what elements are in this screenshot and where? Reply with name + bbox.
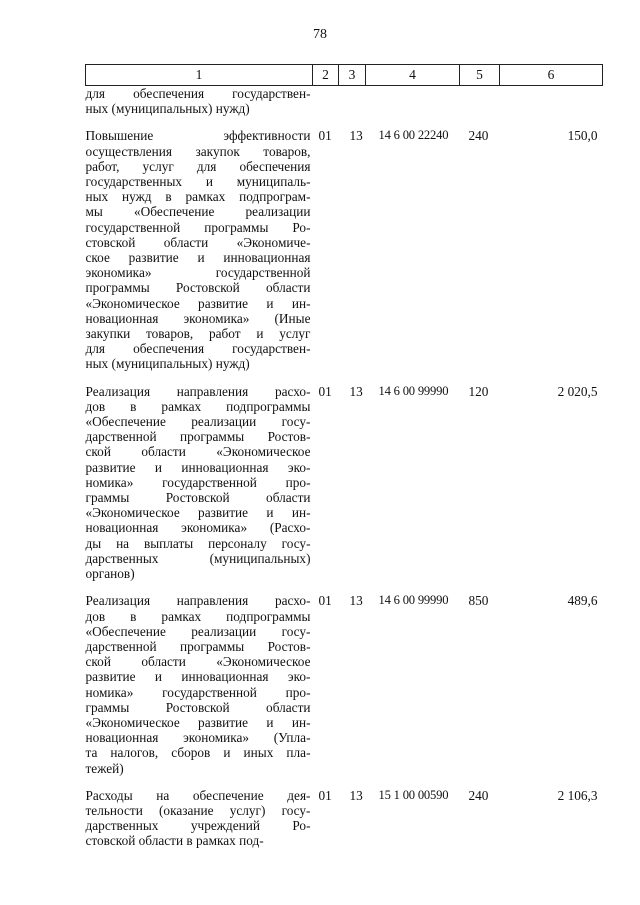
description-line: закупки товаров, работ и услуг: [85, 326, 311, 342]
description-line: Повышение эффективности: [85, 128, 311, 144]
description-line: органов): [85, 566, 135, 582]
description-line: развитие и инновационная эко-: [85, 459, 311, 475]
table-row: [86, 86, 603, 117]
description-line: «Обеспечение реализации госу-: [85, 623, 311, 639]
row-subsection-code: 13: [349, 787, 363, 803]
row-subsection-code: 13: [349, 383, 363, 399]
description-line: государственных и муниципаль-: [85, 174, 311, 190]
header-col-1: 1: [86, 65, 313, 86]
table-header: [86, 65, 603, 86]
description-line: ных нужд в рамках подпрограм-: [85, 189, 311, 205]
description-line: ской области «Экономическое: [85, 654, 311, 670]
description-line: дарственной программы Ростов-: [85, 638, 311, 654]
row-section-code: 01: [318, 383, 332, 399]
description-line: дарственных учреждений Ро-: [85, 818, 311, 834]
page-number: 78: [313, 27, 327, 42]
description-line: работ, услуг для обеспечения: [85, 158, 311, 174]
header-col-4: 4: [366, 65, 460, 86]
description-line: ных (муниципальных) нужд): [85, 356, 250, 372]
description-line: для обеспечения государствен-: [85, 86, 311, 101]
row-subsection-code: 13: [349, 593, 363, 609]
description-line: мы «Обеспечение реализации: [85, 204, 311, 220]
description-line: «Экономическое развитие и ин-: [85, 295, 311, 311]
header-col-5: 5: [460, 65, 500, 86]
description-line: развитие и инновационная эко-: [85, 669, 311, 685]
header-col-3: 3: [339, 65, 366, 86]
row-section-code: [313, 86, 339, 117]
row-description: [86, 581, 313, 775]
row-amount: 489,6: [567, 593, 598, 609]
description-line: новационная экономика» (Иные: [85, 310, 311, 326]
row-amount: 2 106,3: [557, 787, 598, 803]
description-line: тежей): [85, 760, 124, 776]
row-target-article: 14 6 00 99990: [378, 593, 449, 608]
description-line: экономика» государственной: [85, 265, 311, 281]
description-line: дарственных (муниципальных): [85, 550, 311, 566]
header-col-2: 2: [313, 65, 339, 86]
description-line: дарственной программы Ростов-: [85, 429, 311, 445]
description-line: «Экономическое развитие и ин-: [85, 505, 311, 521]
row-amount: [500, 86, 603, 117]
budget-table: [85, 64, 603, 849]
description-line: номика» государственной про-: [85, 474, 311, 490]
header-row: [86, 65, 603, 86]
row-expense-type: [460, 86, 500, 117]
row-expense-type: 240: [468, 128, 489, 144]
description-line: та налогов, сборов и иных пла-: [85, 745, 311, 761]
row-amount: 150,0: [567, 128, 598, 144]
description-line: ных (муниципальных) нужд): [85, 101, 250, 117]
row-section-code: 01: [318, 787, 332, 803]
description-line: ды на выплаты персоналу госу-: [85, 535, 311, 551]
description-line: новационная экономика» (Расхо-: [85, 520, 311, 536]
description-line: государственной программы Ро-: [85, 219, 311, 235]
table-body: [86, 86, 603, 849]
description-line: дов в рамках подпрограммы: [85, 608, 311, 624]
description-line: граммы Ростовской области: [85, 699, 311, 715]
description-line: программы Ростовской области: [85, 280, 311, 296]
row-subsection-code: 13: [349, 128, 363, 144]
row-section-code: 01: [318, 128, 332, 144]
table-row: [86, 372, 603, 582]
description-line: «Обеспечение реализации госу-: [85, 414, 311, 430]
description-line: стовской области «Экономиче-: [85, 234, 311, 250]
row-description: [86, 776, 313, 849]
description-line: тельности (оказание услуг) госу-: [85, 802, 311, 818]
row-target-article: 14 6 00 22240: [378, 128, 449, 143]
table-row: [86, 776, 603, 849]
row-expense-type: 850: [468, 593, 489, 609]
description-line: граммы Ростовской области: [85, 490, 311, 506]
row-description: [86, 86, 313, 117]
row-target-article: 14 6 00 99990: [378, 383, 449, 398]
description-line: Расходы на обеспечение дея-: [85, 787, 311, 803]
table-row: [86, 116, 603, 371]
description-line: дов в рамках подпрограммы: [85, 398, 311, 414]
row-expense-type: 120: [468, 383, 489, 399]
row-amount: 2 020,5: [557, 383, 598, 399]
row-description: [86, 372, 313, 582]
row-target-article: 15 1 00 00590: [378, 787, 449, 802]
description-line: ской области «Экономическое: [85, 444, 311, 460]
description-line: для обеспечения государствен-: [85, 341, 311, 357]
row-target-article: [366, 86, 460, 117]
description-line: новационная экономика» (Упла-: [85, 730, 311, 746]
description-line: осуществления закупок товаров,: [85, 143, 311, 159]
description-line: Реализация направления расхо-: [85, 593, 311, 609]
budget-table-container: [85, 64, 602, 849]
description-line: номика» государственной про-: [85, 684, 311, 700]
description-line: стовской области в рамках под-: [85, 833, 264, 849]
row-description: [86, 116, 313, 371]
header-col-6: 6: [500, 65, 603, 86]
row-subsection-code: [339, 86, 366, 117]
description-line: «Экономическое развитие и ин-: [85, 714, 311, 730]
table-row: [86, 581, 603, 775]
row-expense-type: 240: [468, 787, 489, 803]
description-line: Реализация направления расхо-: [85, 383, 311, 399]
description-line: ское развитие и инновационная: [85, 250, 311, 266]
row-section-code: 01: [318, 593, 332, 609]
